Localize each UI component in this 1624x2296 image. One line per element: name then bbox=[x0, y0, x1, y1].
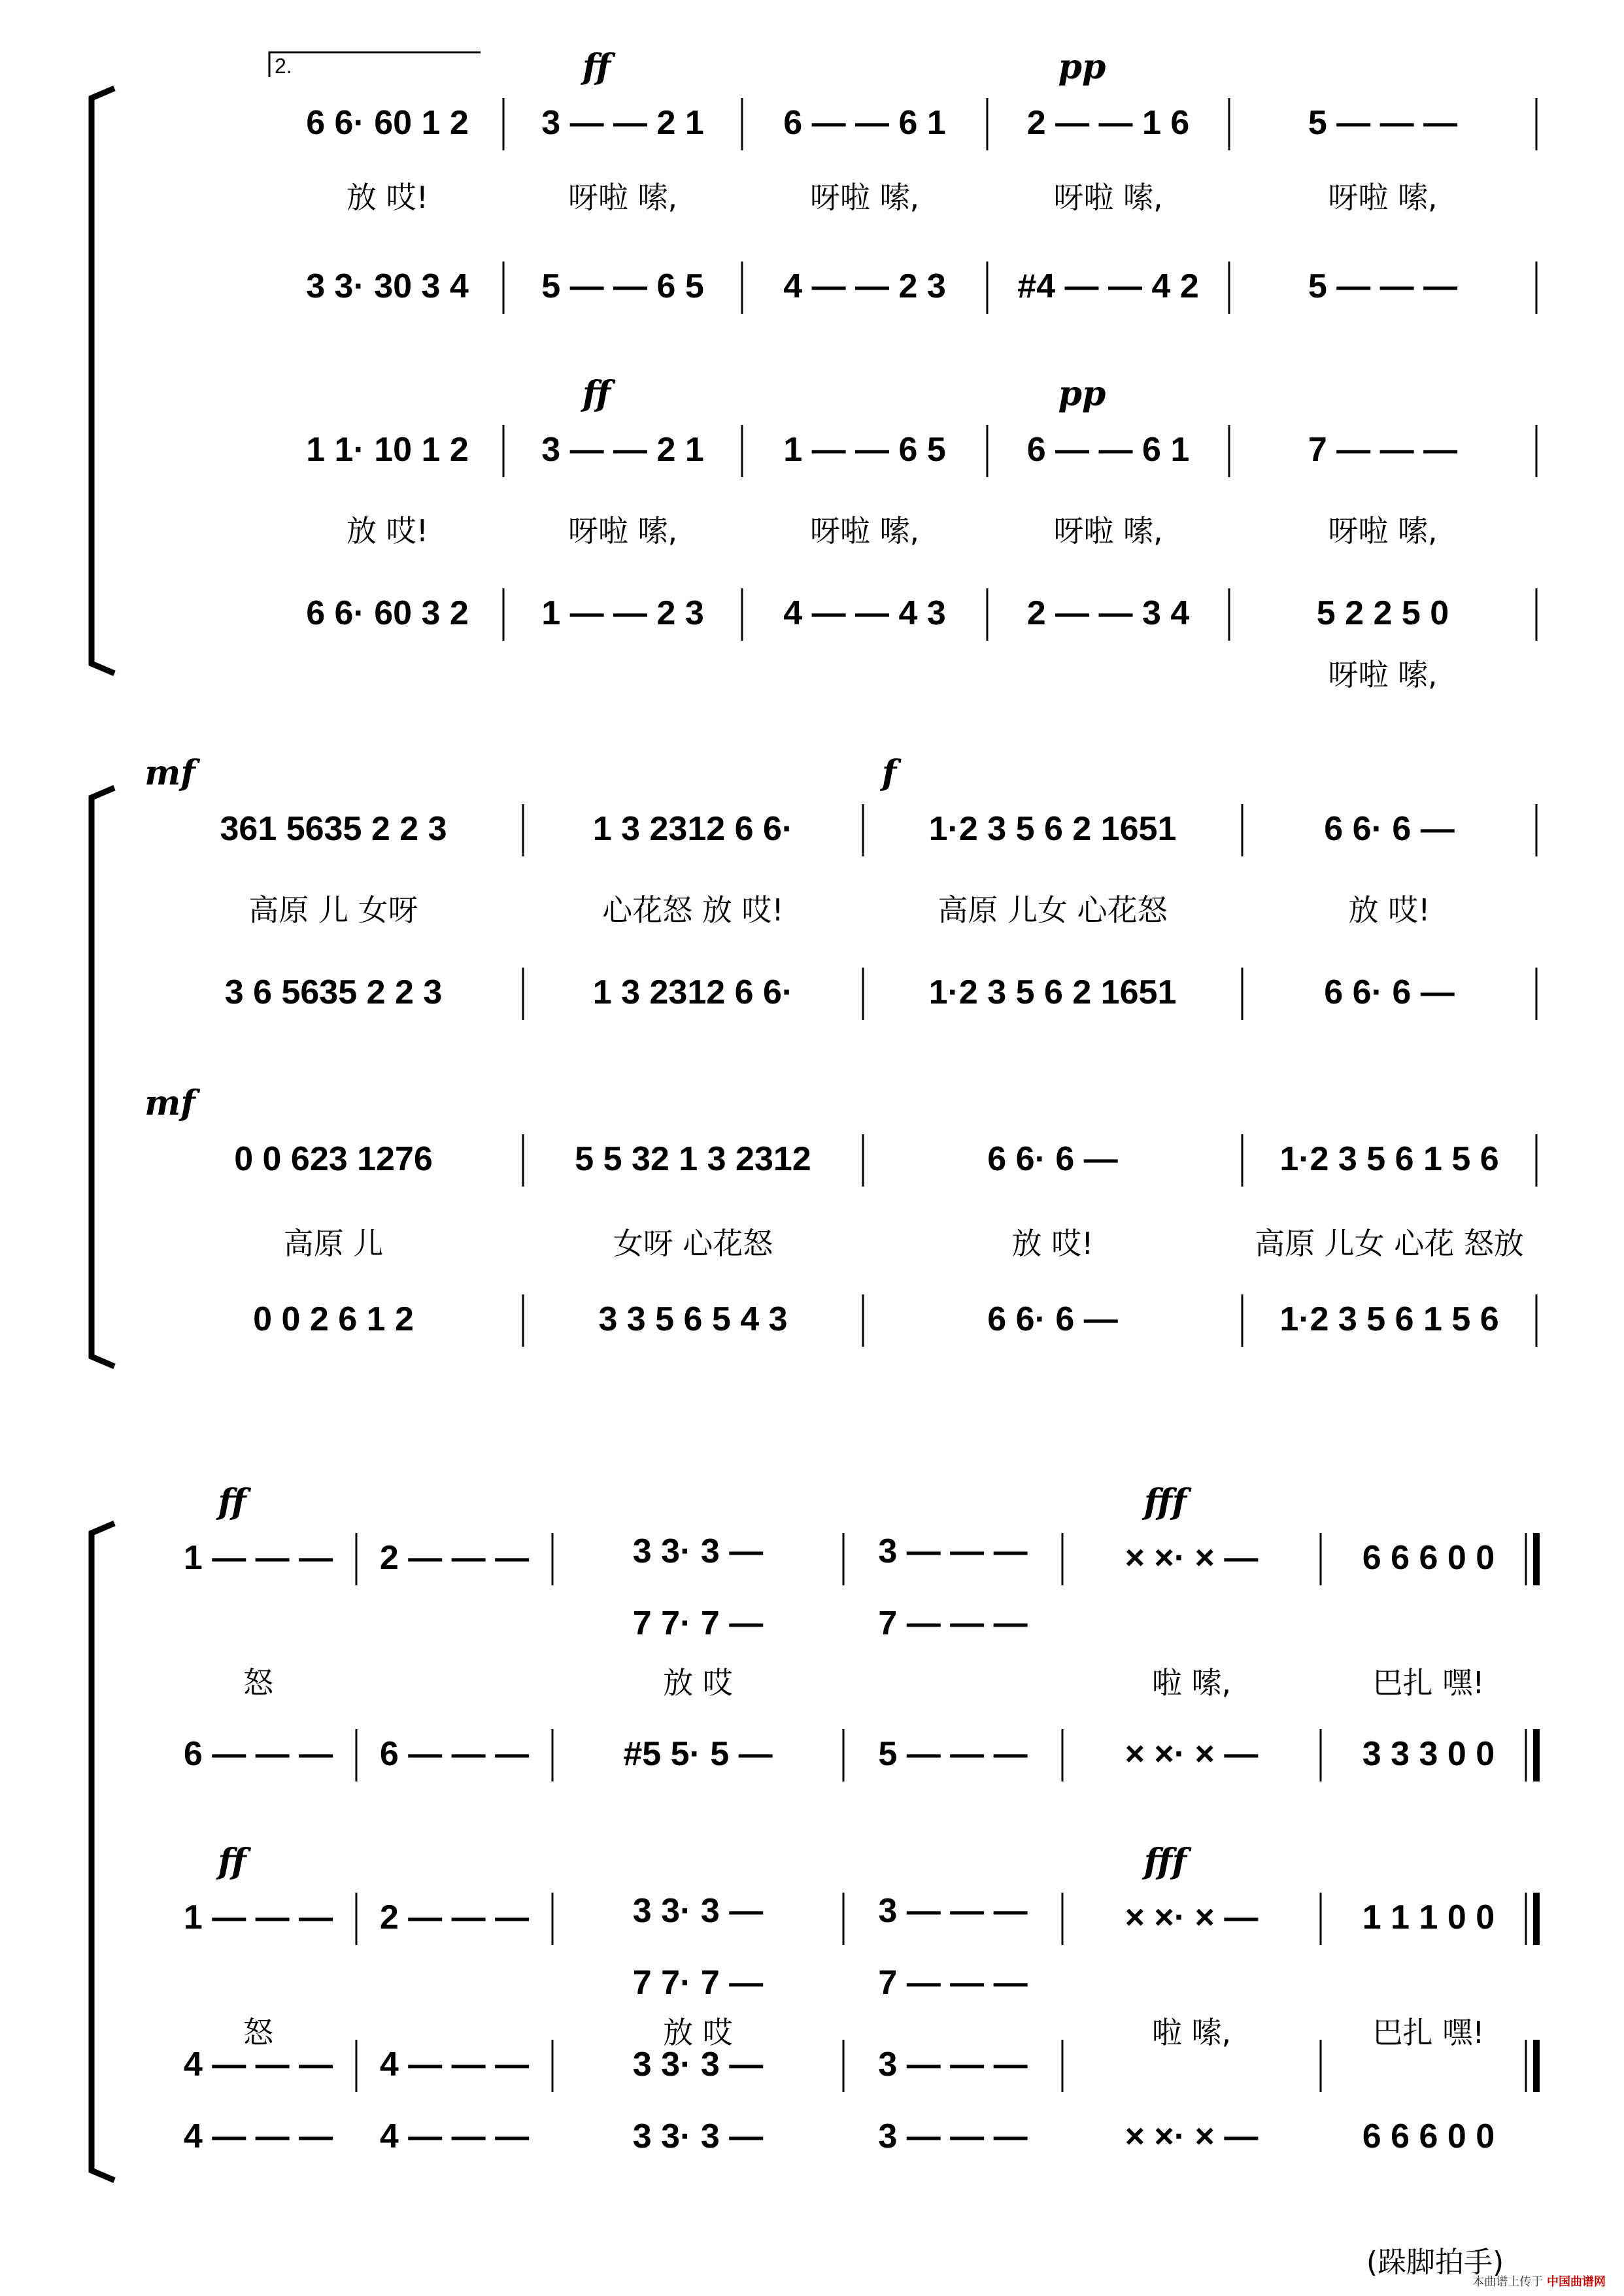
dynamic-mark: ff bbox=[582, 374, 611, 414]
lyric-text: 怒 bbox=[243, 1665, 273, 1700]
lyric-text: 呀啦 嗦, bbox=[809, 513, 920, 549]
measure-notes: 6 — — — bbox=[183, 1735, 333, 1773]
dynamic-mark: fff bbox=[1143, 1482, 1187, 1522]
measure-notes: #4 — — 4 2 bbox=[1017, 267, 1199, 305]
lyric-text: 呀啦 嗦, bbox=[1053, 513, 1163, 549]
measure-notes: 1 3 2312 6 6· bbox=[592, 810, 794, 848]
measure-notes: 6 — — 6 1 bbox=[783, 104, 946, 142]
lyric-text: 巴扎 嘿! bbox=[1372, 2015, 1485, 2050]
dynamic-mark: pp bbox=[1058, 374, 1106, 414]
lyric-text: 高原 儿女 心花 怒放 bbox=[1255, 1226, 1524, 1261]
measure-notes: 7 — — — bbox=[1308, 431, 1458, 469]
dynamic-mark: ff bbox=[218, 1482, 246, 1522]
footer-watermark bbox=[1472, 2272, 1606, 2289]
measure-notes: 1 — — 6 5 bbox=[783, 431, 946, 469]
measure-notes: 5 — — — bbox=[878, 1735, 1028, 1773]
measure-notes-lower: 4 — — — bbox=[379, 2118, 530, 2155]
lyric-text: 放 哎! bbox=[1011, 1226, 1094, 1261]
measure-notes: 6 6· 6 — bbox=[1324, 973, 1455, 1011]
dynamic-mark: ff bbox=[218, 1842, 246, 1882]
system-bracket bbox=[92, 88, 114, 673]
measure-notes: × ×· × — bbox=[1125, 1899, 1259, 1936]
footer-site: 中国曲谱网 bbox=[1547, 2275, 1606, 2289]
measure-notes: 3 3· 3 — bbox=[632, 1532, 764, 1570]
lyric-text: 啦 嗦, bbox=[1151, 2015, 1232, 2050]
performance-note: (跺脚拍手) bbox=[1366, 2246, 1504, 2279]
measure-notes-lower: 7 7· 7 — bbox=[632, 1604, 764, 1642]
volta-label: 2. bbox=[275, 54, 292, 78]
dynamic-mark: mf bbox=[144, 753, 195, 793]
measure-notes: 5 5 32 1 3 2312 bbox=[575, 1140, 811, 1178]
measure-notes: 3 3· 3 — bbox=[632, 2046, 764, 2084]
measure-notes: 5 — — 6 5 bbox=[541, 267, 704, 305]
measure-notes: × ×· × — bbox=[1125, 1735, 1259, 1773]
measure-notes: 6 6· 6 — bbox=[1324, 810, 1455, 848]
lyric-text: 呀啦 嗦, bbox=[1053, 180, 1163, 215]
measure-notes: × ×· × — bbox=[1125, 1539, 1259, 1577]
lyric-text: 放 哎! bbox=[346, 513, 429, 549]
measure-notes: 3 6 5635 2 2 3 bbox=[224, 973, 443, 1011]
measure-notes: 1 — — — bbox=[183, 1539, 333, 1577]
measure-notes-lower: 3 3· 3 — bbox=[632, 2118, 764, 2155]
dynamic-mark: f bbox=[881, 753, 897, 793]
footer-uploaded: 本曲谱上传于 bbox=[1472, 2275, 1544, 2289]
measure-notes: 1 1 1 0 0 bbox=[1362, 1899, 1495, 1936]
lyric-text: 高原 儿女 心花怒 bbox=[938, 892, 1168, 928]
lyric-text: 呀啦 嗦, bbox=[567, 513, 678, 549]
measure-notes: 3 — — 2 1 bbox=[541, 104, 704, 142]
measure-notes-lower: 7 — — — bbox=[878, 1964, 1028, 2002]
lyric-text: 啦 嗦, bbox=[1151, 1665, 1232, 1700]
measure-notes: 2 — — 3 4 bbox=[1026, 594, 1190, 632]
measure-notes: 1·2 3 5 6 2 1651 bbox=[928, 973, 1177, 1011]
measure-notes: 1 3 2312 6 6· bbox=[592, 973, 794, 1011]
measure-notes: 5 — — — bbox=[1308, 267, 1458, 305]
measure-notes: 3 — — 2 1 bbox=[541, 431, 704, 469]
measure-notes: 3 3· 30 3 4 bbox=[306, 267, 469, 305]
measure-notes-lower: 6 6 6 0 0 bbox=[1362, 2118, 1495, 2155]
measure-notes: 4 — — 2 3 bbox=[783, 267, 946, 305]
measure-notes: 6 6· 60 3 2 bbox=[306, 594, 469, 632]
lyric-text: 呀啦 嗦, bbox=[567, 180, 678, 215]
measure-notes: 1 1· 10 1 2 bbox=[306, 431, 469, 469]
lyric-text: 怒 bbox=[243, 2015, 273, 2050]
dynamic-mark: pp bbox=[1058, 47, 1106, 87]
lyric-text: 呀啦 嗦, bbox=[809, 180, 920, 215]
measure-notes-lower: 4 — — — bbox=[183, 2118, 333, 2155]
measure-notes: 361 5635 2 2 3 bbox=[220, 810, 447, 848]
measure-notes: 1·2 3 5 6 1 5 6 bbox=[1279, 1300, 1499, 1338]
measure-notes: 4 — — 4 3 bbox=[783, 594, 946, 632]
measure-notes: 4 — — — bbox=[183, 2046, 333, 2084]
lyric-text: 放 哎 bbox=[663, 2015, 733, 2050]
measure-notes: 6 6· 60 1 2 bbox=[306, 104, 469, 142]
measure-notes: 6 6 6 0 0 bbox=[1362, 1539, 1495, 1577]
measure-notes: 6 6· 6 — bbox=[987, 1140, 1118, 1178]
measure-notes: 4 — — — bbox=[379, 2046, 530, 2084]
measure-notes: 2 — — — bbox=[379, 1539, 530, 1577]
measure-notes: 6 — — 6 1 bbox=[1026, 431, 1190, 469]
lyric-text: 巴扎 嘿! bbox=[1372, 1665, 1485, 1700]
measure-notes: 3 3· 3 — bbox=[632, 1892, 764, 1930]
measure-notes: 1 — — 2 3 bbox=[541, 594, 704, 632]
measure-notes: 2 — — — bbox=[379, 1899, 530, 1936]
lyric-text: 放 哎 bbox=[663, 1665, 733, 1700]
measure-notes: 6 6· 6 — bbox=[987, 1300, 1118, 1338]
lyric-text: 呀啦 嗦, bbox=[1328, 180, 1438, 215]
lyric-text: 女呀 心花怒 bbox=[613, 1226, 773, 1261]
measure-notes: 0 0 2 6 1 2 bbox=[253, 1300, 414, 1338]
lyric-text: 心花怒 放 哎! bbox=[602, 892, 784, 928]
measure-notes: 1·2 3 5 6 1 5 6 bbox=[1279, 1140, 1499, 1178]
measure-notes-lower: × ×· × — bbox=[1125, 2118, 1259, 2155]
measure-notes: 0 0 623 1276 bbox=[234, 1140, 433, 1178]
system-bracket bbox=[92, 788, 114, 1366]
measure-notes: 5 — — — bbox=[1308, 104, 1458, 142]
measure-notes: 3 3 3 0 0 bbox=[1362, 1735, 1495, 1773]
measure-notes-lower: 7 — — — bbox=[878, 1604, 1028, 1642]
dynamic-mark: mf bbox=[144, 1083, 195, 1123]
lyric-text: 放 哎! bbox=[346, 180, 429, 215]
measure-notes: 5 2 2 5 0 bbox=[1316, 594, 1449, 632]
measure-notes-lower: 7 7· 7 — bbox=[632, 1964, 764, 2002]
dynamic-mark: ff bbox=[582, 47, 611, 87]
measure-notes: #5 5· 5 — bbox=[623, 1735, 773, 1773]
measure-notes-lower: 3 — — — bbox=[878, 2118, 1028, 2155]
lyric-text: 高原 儿 女呀 bbox=[248, 892, 418, 928]
measure-notes: 1·2 3 5 6 2 1651 bbox=[928, 810, 1177, 848]
lyric-text: 高原 儿 bbox=[283, 1226, 384, 1261]
lyric-text: 呀啦 嗦, bbox=[1328, 513, 1438, 549]
measure-notes: 6 — — — bbox=[379, 1735, 530, 1773]
measure-notes: 3 3 5 6 5 4 3 bbox=[598, 1300, 788, 1338]
lyric-text: 放 哎! bbox=[1348, 892, 1430, 928]
dynamic-mark: fff bbox=[1143, 1842, 1187, 1882]
measure-notes: 3 — — — bbox=[878, 1892, 1028, 1930]
measure-notes: 3 — — — bbox=[878, 2046, 1028, 2084]
measure-notes: 3 — — — bbox=[878, 1532, 1028, 1570]
measure-notes: 2 — — 1 6 bbox=[1026, 104, 1190, 142]
lyric-text: 呀啦 嗦, bbox=[1328, 657, 1438, 692]
system-bracket bbox=[92, 1523, 114, 2180]
volta-bracket bbox=[269, 52, 481, 77]
measure-notes: 1 — — — bbox=[183, 1899, 333, 1936]
